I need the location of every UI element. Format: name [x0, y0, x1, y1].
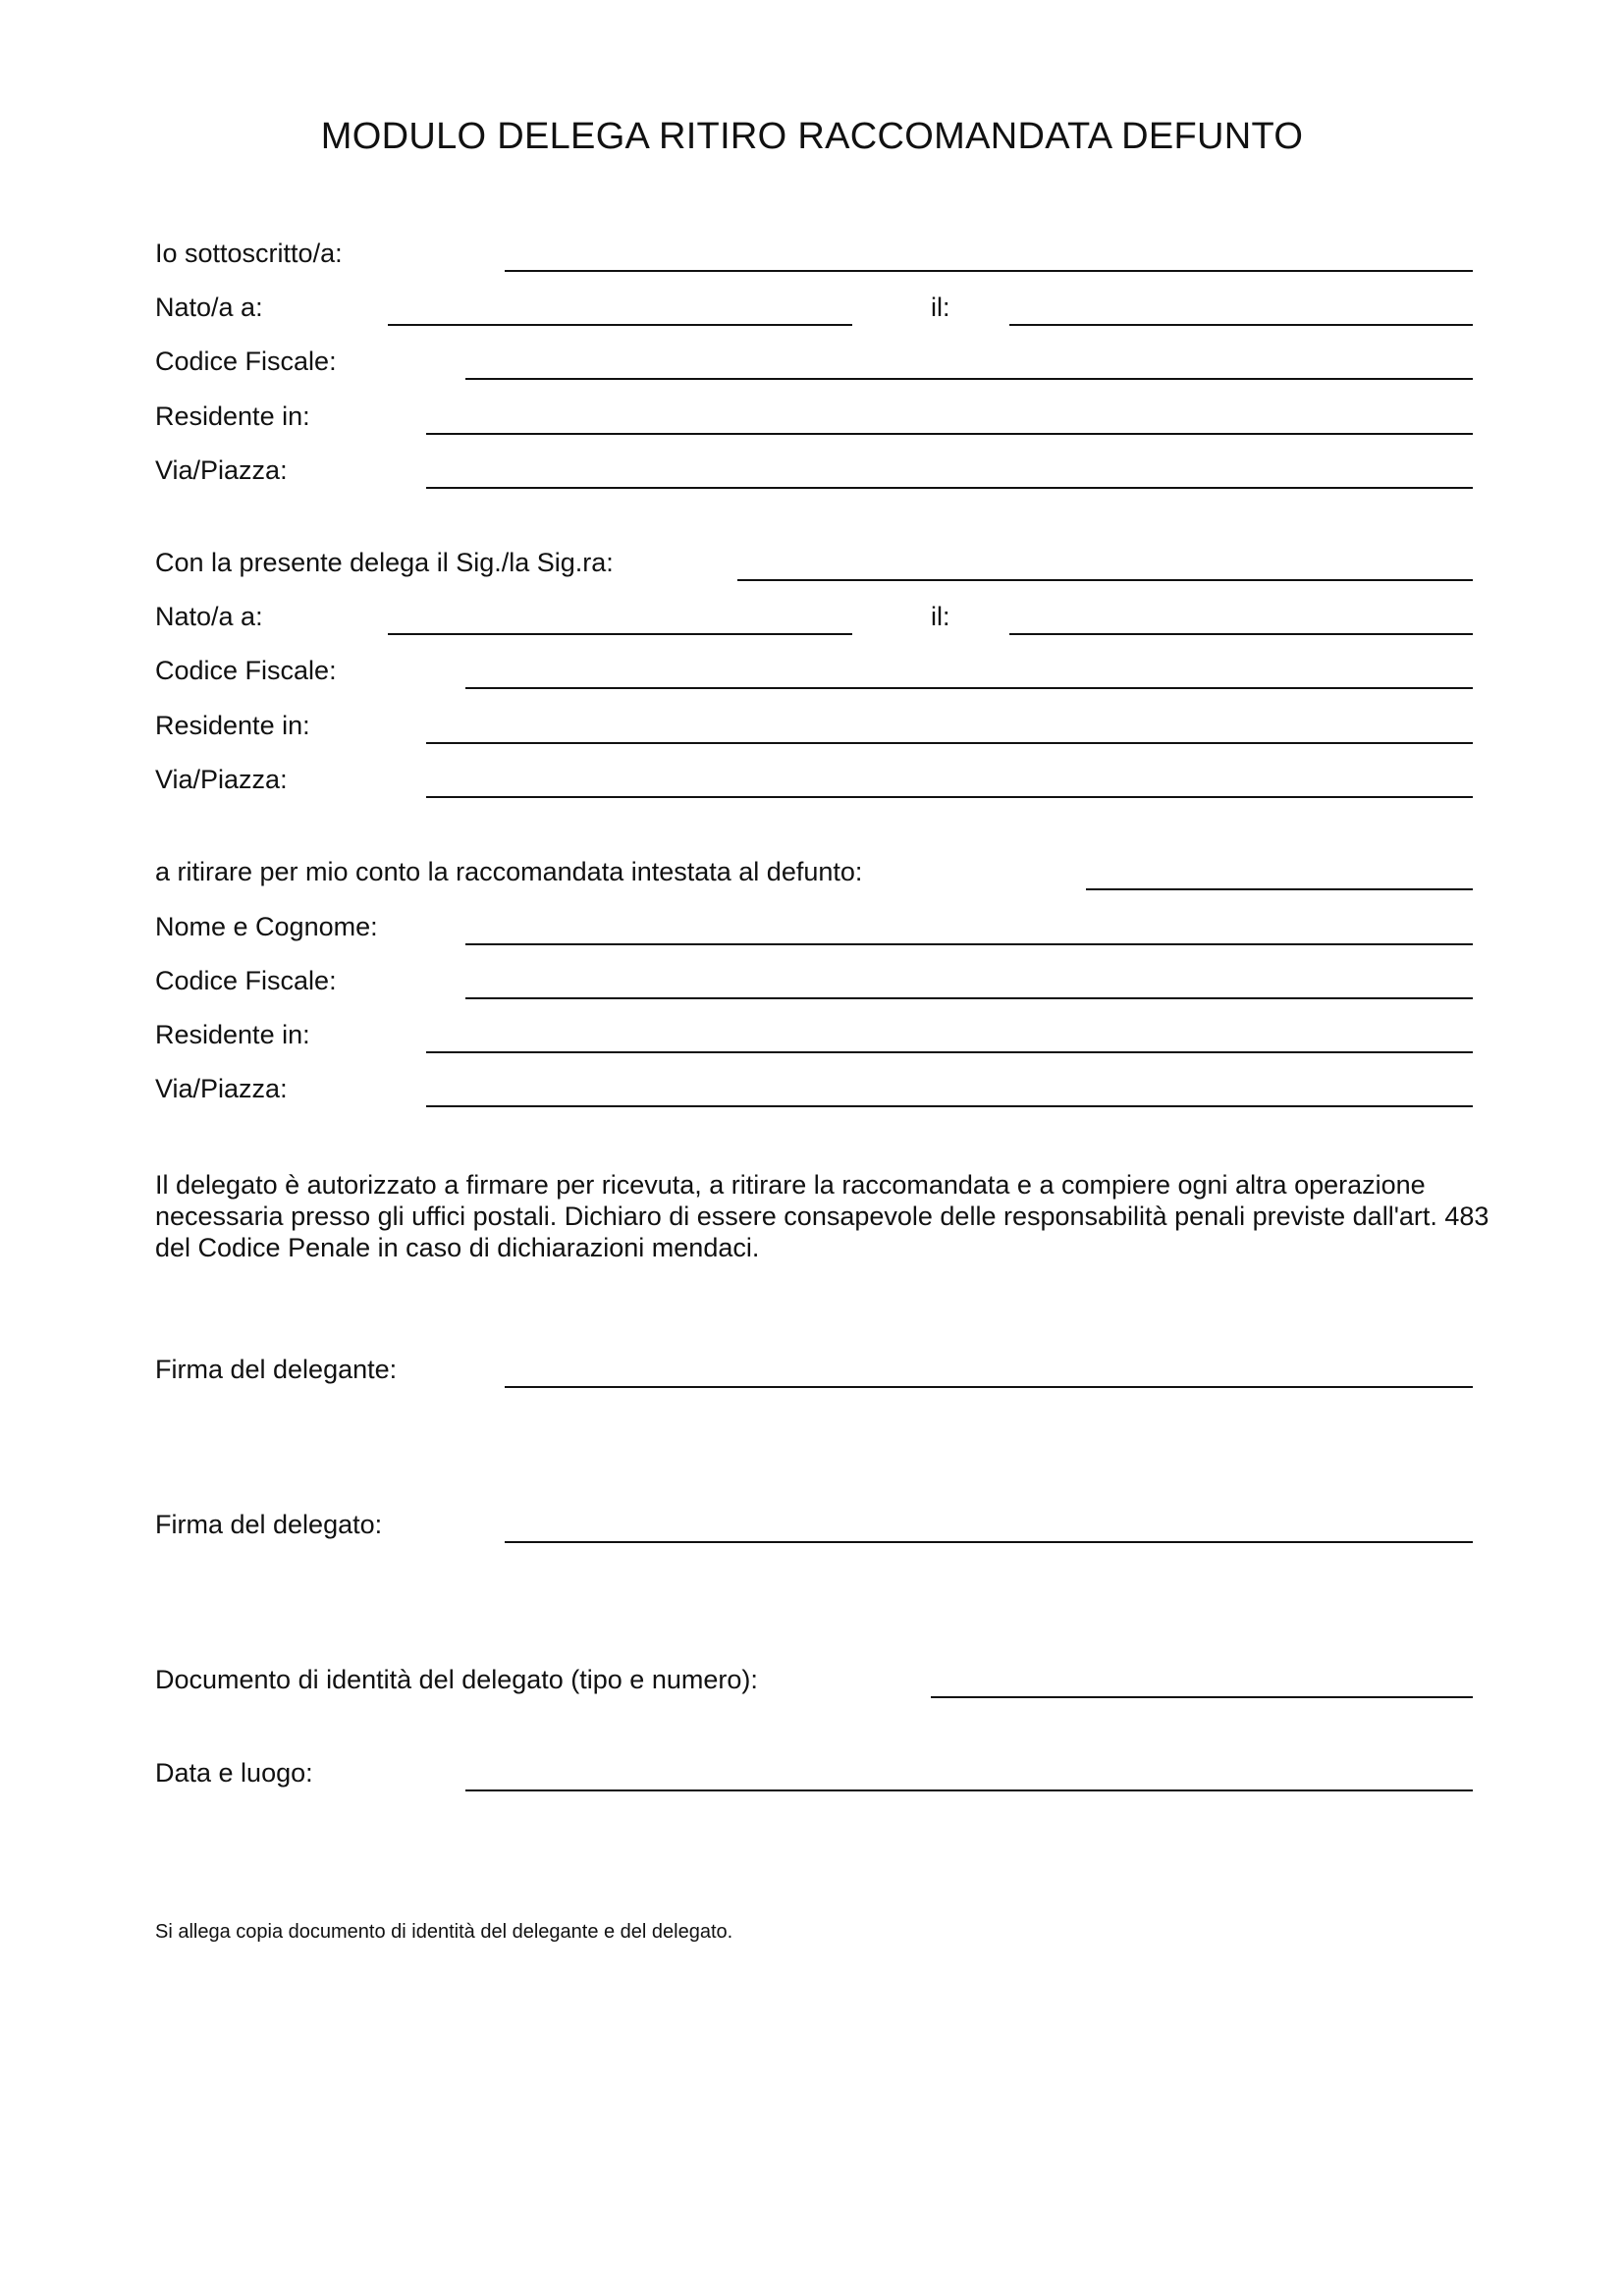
- delegante-birthplace-field[interactable]: [388, 324, 852, 326]
- delegato-street-label: Via/Piazza:: [155, 765, 288, 794]
- defunto-street-label: Via/Piazza:: [155, 1074, 288, 1103]
- defunto-tax-code-field[interactable]: [465, 997, 1473, 999]
- declaration-text: Il delegato è autorizzato a firmare per ricevuta, a ritirare la raccomandata e a compiere ogni altra operazione necessaria presso gli uffici postali. Dichiaro di essere consapevole delle responsabilità penali previste dall'art. 483 del Codice Penale in caso di dichiarazioni mendaci.: [155, 1170, 1489, 1262]
- delegato-street-field[interactable]: [426, 796, 1473, 798]
- delegante-signature-label: Firma del delegante:: [155, 1355, 398, 1384]
- delegante-birthplace-label: Nato/a a:: [155, 293, 263, 322]
- delegato-residence-label: Residente in:: [155, 711, 310, 740]
- delegante-birthdate-field[interactable]: [1009, 324, 1473, 326]
- attachment-note: Si allega copia documento di identità del delegante e del delegato.: [155, 1921, 733, 1943]
- delegante-residence-label: Residente in:: [155, 401, 310, 431]
- delegante-street-label: Via/Piazza:: [155, 455, 288, 485]
- id-document-field[interactable]: [931, 1696, 1473, 1698]
- delegato-name-field[interactable]: [737, 579, 1473, 581]
- delegato-birthplace-field[interactable]: [388, 633, 852, 635]
- delegato-signature-field[interactable]: [505, 1541, 1473, 1543]
- delegante-street-field[interactable]: [426, 487, 1473, 489]
- form-title: MODULO DELEGA RITIRO RACCOMANDATA DEFUNTO: [320, 116, 1304, 157]
- defunto-name-field[interactable]: [465, 943, 1473, 945]
- id-document-label: Documento di identità del delegato (tipo e numero):: [155, 1665, 758, 1694]
- delegante-name-field[interactable]: [505, 270, 1473, 272]
- defunto-tax-code-label: Codice Fiscale:: [155, 966, 337, 995]
- delegante-tax-code-label: Codice Fiscale:: [155, 347, 337, 376]
- delegato-tax-code-field[interactable]: [465, 687, 1473, 689]
- delegato-tax-code-label: Codice Fiscale:: [155, 656, 337, 685]
- delegante-name-label: Io sottoscritto/a:: [155, 239, 343, 268]
- defunto-street-field[interactable]: [426, 1105, 1473, 1107]
- delegato-birthdate-label: il:: [931, 602, 950, 631]
- defunto-residence-field[interactable]: [426, 1051, 1473, 1053]
- delegato-name-label: Con la presente delega il Sig./la Sig.ra:: [155, 548, 614, 577]
- defunto-intro-label: a ritirare per mio conto la raccomandata intestata al defunto:: [155, 857, 863, 886]
- delegante-tax-code-field[interactable]: [465, 378, 1473, 380]
- delegante-residence-field[interactable]: [426, 433, 1473, 435]
- delegato-birthdate-field[interactable]: [1009, 633, 1473, 635]
- delegato-signature-label: Firma del delegato:: [155, 1510, 383, 1539]
- date-place-field[interactable]: [465, 1789, 1473, 1791]
- delegante-signature-field[interactable]: [505, 1386, 1473, 1388]
- defunto-residence-label: Residente in:: [155, 1020, 310, 1049]
- delegante-birthdate-label: il:: [931, 293, 950, 322]
- delegato-birthplace-label: Nato/a a:: [155, 602, 263, 631]
- date-place-label: Data e luogo:: [155, 1758, 313, 1788]
- delegato-residence-field[interactable]: [426, 742, 1473, 744]
- defunto-field[interactable]: [1086, 888, 1473, 890]
- defunto-name-label: Nome e Cognome:: [155, 912, 378, 941]
